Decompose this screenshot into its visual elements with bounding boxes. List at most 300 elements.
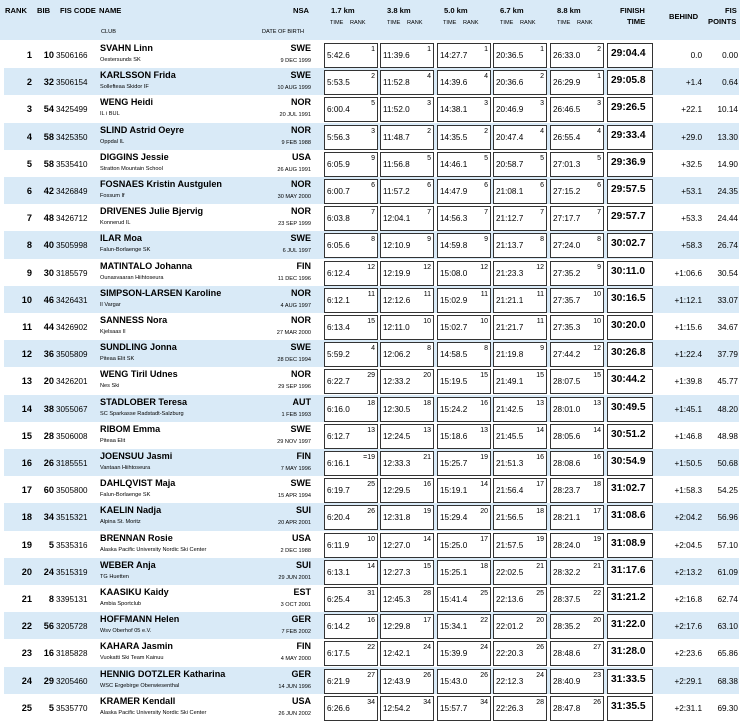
split-rank: 15 [423,562,431,570]
split-box [380,43,434,68]
bib-cell: 34 [43,512,54,523]
club-name: Alpina St. Moritz [100,519,141,526]
fis-points-cell: 37.79 [717,350,738,360]
header-split-2-rank: RANK [407,20,423,26]
split-rank: 4 [484,73,488,81]
split-rank: 16 [536,454,544,461]
rank-cell: 12 [21,349,32,360]
split-rank: 24 [423,644,431,652]
date-of-birth: 10 AUG 1999 [277,85,311,92]
split-box [437,533,491,558]
split-time: 28:23.7 [553,486,581,496]
split-time: 15:08.0 [440,268,468,278]
athlete-name: SANNESS Nora [100,315,168,325]
date-of-birth: 9 FEB 1988 [281,139,311,146]
split-rank: 26 [536,644,544,652]
split-rank: 18 [536,508,544,516]
split-box [550,369,604,394]
behind-cell: +1:45.1 [674,404,702,414]
split-time: 6:00.4 [327,105,350,115]
nsa-code: GER [291,614,311,625]
bib-cell: 38 [43,403,54,414]
behind-cell: +22.1 [681,105,702,115]
fis-points-cell: 34.67 [717,323,738,332]
athlete-name: KAASIKU Kaidy [100,587,169,597]
bib-cell: 58 [43,131,54,142]
split-time: 21:56.5 [496,513,524,523]
behind-cell: +2:16.8 [674,595,702,604]
athlete-name: DIGGINS Jessie [100,151,169,162]
behind-cell: +2:04.2 [674,513,702,523]
fis-code-cell: 3205460 [56,676,88,686]
bib-cell: 24 [43,566,54,577]
split-time: 15:25.1 [440,567,468,577]
split-rank: 9 [597,263,601,271]
bib-cell: 5 [48,702,54,713]
finish-time: 30:26.8 [611,347,646,359]
nsa-code: SWE [290,70,311,81]
split-box [437,206,491,231]
split-time: 15:24.2 [440,404,468,414]
fis-points-cell: 56.96 [717,513,738,523]
club-name: Oppdal IL [100,138,125,145]
fis-code-cell: 3426431 [56,295,88,305]
split-time: 12:10.9 [383,241,411,251]
club-name: Kjelsaas Il [100,329,126,335]
rank-cell: 17 [21,485,32,496]
athlete-name: KAHARA Jasmin [100,641,173,652]
split-rank: 2 [371,73,375,81]
header-rank: RANK [5,6,27,15]
header-dob: DATE OF BIRTH [262,29,305,35]
split-rank: 29 [367,372,375,380]
split-box [380,478,434,503]
split-time: 12:31.8 [383,513,411,523]
fis-points-cell: 14.90 [717,159,738,169]
split-time: 6:05.6 [327,241,350,251]
rank-cell: 2 [26,77,32,88]
split-time: 6:25.4 [327,595,350,604]
header-behind: BEHIND [669,12,699,21]
result-row [4,41,739,68]
behind-cell: +29.0 [681,132,702,142]
fis-points-cell: 26.74 [717,241,738,251]
split-rank: 3 [427,100,431,108]
split-time: 15:19.5 [440,377,468,387]
split-time: 12:27.0 [383,540,411,550]
athlete-name: KAELIN Nadja [100,505,162,516]
behind-cell: +2:31.1 [674,703,702,713]
split-rank: 15 [536,372,544,380]
split-box [493,179,547,204]
split-time: 15:39.9 [440,649,468,659]
header-bib: BIB [37,6,51,15]
behind-cell: +32.5 [681,159,702,169]
split-rank: 18 [367,399,375,407]
split-box [550,288,604,313]
rank-cell: 1 [26,50,32,60]
split-box [493,97,547,122]
result-row [4,395,739,422]
split-box [493,70,547,95]
split-box [437,505,491,530]
fis-code-cell: 3506166 [56,51,88,60]
split-rank: 11 [480,290,488,298]
split-box [324,669,378,694]
split-rank: 16 [423,481,431,489]
split-rank: 20 [480,508,488,516]
split-rank: 4 [427,73,431,81]
rank-cell: 11 [22,322,32,332]
header-name: NAME [99,6,122,15]
split-time: 20:47.4 [496,132,524,142]
split-rank: 10 [593,318,601,325]
club-name: Alaska Pacific University Nordic Ski Center [100,546,207,553]
split-time: 6:00.7 [327,187,350,196]
split-box [380,424,434,449]
split-time: 12:27.3 [383,567,411,577]
split-rank: 3 [597,100,601,108]
split-box [380,369,434,394]
nsa-code: SUI [295,559,311,570]
fis-points-cell: 57.10 [717,540,738,550]
split-rank: 7 [484,209,488,217]
date-of-birth: 20 JUL 1991 [279,112,311,119]
result-row [4,313,739,340]
header-split-1: 1.7 km [331,6,355,15]
split-box [437,696,491,721]
split-rank: 21 [593,562,601,570]
split-rank: 4 [371,345,375,353]
result-row [4,340,739,367]
split-time: 6:19.7 [327,486,350,496]
split-rank: 17 [536,481,544,489]
split-box [380,179,434,204]
split-rank: 1 [597,73,601,81]
nsa-code: EST [293,587,311,597]
finish-time: 31:22.0 [611,619,646,631]
fis-code-cell: 3506008 [56,431,88,441]
athlete-name: SVAHN Linn [100,43,153,53]
split-time: 15:29.4 [440,513,468,523]
split-time: 27:35.2 [553,268,581,278]
split-rank: 11 [536,290,544,298]
rank-cell: 21 [21,594,32,604]
club-name: Stratton Mountain School [100,165,163,172]
split-time: 14:38.1 [440,105,468,115]
date-of-birth: 7 MAY 1996 [280,466,311,472]
split-rank: 20 [423,372,431,380]
bib-cell: 56 [43,621,54,632]
club-name: Alaska Pacific University Nordic Ski Center [100,709,207,716]
result-row [4,449,739,476]
split-rank: 24 [536,671,544,679]
split-time: 20:36.6 [496,78,524,88]
split-box [493,424,547,449]
rank-cell: 9 [26,267,32,278]
athlete-name: STADLOBER Teresa [100,396,188,407]
fis-code-cell: 3425350 [56,132,88,142]
split-rank: 3 [371,127,375,135]
split-rank: 13 [536,399,544,407]
date-of-birth: 7 FEB 2002 [281,629,311,636]
split-box [380,206,434,231]
behind-cell: +1:39.8 [674,377,702,387]
header-split-3-time: TIME [443,20,457,26]
split-box [437,315,491,340]
split-rank: 4 [597,127,601,135]
split-time: 15:02.7 [440,323,468,332]
split-box [324,179,378,204]
split-time: 21:21.7 [496,323,524,332]
split-box [380,342,434,367]
club-name: Falun-Borlaenge SK [100,247,151,254]
result-row [4,476,739,503]
split-time: 12:12.6 [383,295,411,305]
finish-time: 31:35.5 [611,700,646,712]
behind-cell: +53.3 [681,214,702,224]
split-rank: 25 [480,590,488,597]
split-box [493,560,547,585]
split-box [437,424,491,449]
athlete-name: WENG Tiril Udnes [100,369,178,380]
athlete-name: JOENSUU Jasmi [100,451,173,461]
split-box [437,97,491,122]
club-name: Vuokatti Ski Team Kainuu [100,655,164,662]
split-time: 11:52.8 [383,78,410,88]
result-row [4,585,739,612]
split-box [550,342,604,367]
behind-cell: +2:13.2 [674,567,702,577]
fis-points-cell: 24.44 [717,214,738,224]
split-time: 6:21.9 [327,676,350,686]
split-time: 20:46.9 [496,105,524,115]
split-time: 21:13.7 [496,241,524,251]
split-time: 11:56.8 [383,159,410,169]
date-of-birth: 14 JUN 1996 [278,683,311,690]
nsa-code: SWE [290,233,311,244]
split-time: 20:36.5 [496,51,524,60]
split-box [437,70,491,95]
fis-code-cell: 3426849 [56,187,88,196]
split-time: 15:34.1 [440,622,468,632]
split-rank: 7 [371,209,375,217]
split-time: 12:30.5 [383,404,411,414]
result-row [4,286,739,313]
finish-time: 29:04.4 [611,48,646,59]
split-rank: 14 [423,535,431,543]
finish-time: 31:17.6 [611,564,646,576]
split-rank: 19 [536,535,544,543]
bib-cell: 36 [43,349,54,360]
split-time: 21:21.1 [496,295,524,305]
date-of-birth: 3 OCT 2001 [280,602,311,608]
fis-code-cell: 3505800 [56,486,88,496]
bib-cell: 54 [43,104,54,115]
split-time: 11:52.0 [383,105,410,115]
split-rank: 12 [480,263,488,271]
date-of-birth: 2 DEC 1988 [280,547,311,554]
athlete-name: BRENNAN Rosie [100,532,173,543]
rank-cell: 19 [21,539,32,550]
club-name: IL i BUL [100,111,120,118]
split-rank: 25 [367,481,375,489]
result-row [4,422,739,449]
rank-cell: 8 [26,240,32,251]
split-time: 27:35.7 [553,295,581,305]
nsa-code: USA [291,532,311,543]
split-box [380,97,434,122]
split-rank: 19 [480,454,488,461]
split-rank: 16 [593,454,601,461]
split-rank: 28 [536,698,544,706]
result-row [4,531,739,558]
finish-time: 29:33.4 [611,129,646,141]
split-time: 12:45.3 [383,595,411,604]
split-box [493,369,547,394]
split-time: 14:27.7 [440,51,468,60]
result-row [4,667,739,694]
fis-points-cell: 65.86 [717,649,738,659]
split-time: 28:01.0 [553,404,581,414]
split-time: 22:20.3 [496,649,524,659]
split-box [493,587,547,612]
split-rank: 18 [423,399,431,407]
result-row [4,95,739,122]
result-row [4,259,739,286]
fis-code-cell: 3426902 [56,323,88,332]
split-box [550,451,604,476]
bib-cell: 29 [43,675,54,686]
split-time: 21:42.5 [496,404,524,414]
date-of-birth: 20 APR 2001 [278,520,311,527]
split-rank: 21 [536,562,544,570]
behind-cell: +1:15.6 [674,323,702,332]
date-of-birth: 4 MAY 2000 [280,656,311,663]
split-rank: 8 [597,236,601,244]
date-of-birth: 28 DEC 1994 [277,357,311,364]
split-box [493,125,547,150]
split-box [493,288,547,313]
split-box [493,261,547,286]
split-box [324,125,378,150]
bib-cell: 48 [43,213,54,224]
split-time: 12:06.2 [383,350,411,360]
split-rank: 22 [593,590,601,597]
split-box [437,179,491,204]
club-name: WSC Ergebirge Oberwiesenthal [100,682,180,689]
split-time: 28:35.2 [553,622,581,632]
split-rank: 13 [480,426,488,434]
split-time: 28:32.2 [553,567,581,577]
split-rank: 26 [367,508,375,516]
finish-time: 30:20.0 [611,320,646,331]
fis-points-cell: 0.00 [722,51,738,60]
split-time: 14:59.8 [440,241,468,251]
split-rank: 5 [597,154,601,162]
split-rank: 9 [540,345,544,353]
athlete-name: SUNDLING Jonna [100,342,177,353]
split-rank: 14 [480,481,488,489]
split-rank: 14 [593,426,601,434]
split-box [324,505,378,530]
split-time: 21:49.1 [496,377,524,387]
split-box [550,70,604,95]
behind-cell: +1:50.5 [674,459,702,468]
athlete-name: WENG Heidi [100,97,154,108]
club-name: Konnerud IL [100,220,131,227]
header-split-4: 6.7 km [500,6,524,15]
split-box [380,397,434,422]
split-rank: 26 [423,671,431,679]
behind-cell: +58.3 [681,241,702,251]
club-name: Wsv Oberhof 05 e.V. [100,628,152,635]
fis-code-cell: 3535770 [56,703,88,713]
split-box [493,397,547,422]
split-time: 5:59.2 [327,350,350,360]
split-box [437,369,491,394]
split-box [493,206,547,231]
nsa-code: NOR [291,124,311,135]
nsa-code: NOR [291,179,311,189]
split-rank: 27 [593,644,601,652]
result-row [4,612,739,639]
split-rank: 5 [484,154,488,162]
fis-points-cell: 33.07 [717,295,738,305]
date-of-birth: 4 AUG 1997 [280,302,311,309]
club-name: Piteaa Elit [100,437,126,444]
finish-time: 29:57.7 [611,211,646,223]
split-box [550,641,604,666]
finish-time: 29:26.5 [611,102,646,114]
behind-cell: +2:04.5 [674,540,702,550]
split-time: 12:42.1 [383,649,411,659]
split-rank: 17 [423,617,431,625]
result-row [4,177,739,204]
split-box [380,560,434,585]
split-rank: 2 [597,46,601,53]
split-time: 27:35.3 [553,323,581,332]
finish-time: 29:36.9 [611,156,646,168]
split-box [493,342,547,367]
rank-cell: 18 [21,512,32,523]
split-time: 6:17.5 [327,649,350,659]
club-name: SC Sparkasse Radstadt-Salzburg [100,410,184,417]
split-time: 27:15.2 [553,187,581,196]
split-box [493,533,547,558]
split-time: 14:58.5 [440,350,468,360]
split-box [550,179,604,204]
split-time: 15:41.4 [440,595,468,604]
finish-time: 31:33.5 [611,673,646,685]
split-box [550,125,604,150]
split-time: 12:19.9 [383,268,411,278]
fis-points-cell: 63.10 [717,622,738,632]
split-rank: 6 [540,182,544,189]
split-rank: 13 [593,399,601,407]
finish-time: 31:02.7 [611,483,646,495]
header-fis-code: FIS CODE [60,6,96,15]
rank-cell: 25 [21,702,32,713]
nsa-code: NOR [291,369,311,380]
split-time: 28:48.6 [553,649,581,659]
split-time: 12:54.2 [383,703,411,713]
nsa-code: NOR [291,206,311,217]
date-of-birth: 29 JUN 2001 [278,574,311,581]
split-rank: 12 [423,263,431,271]
split-box [324,261,378,286]
split-box [493,315,547,340]
